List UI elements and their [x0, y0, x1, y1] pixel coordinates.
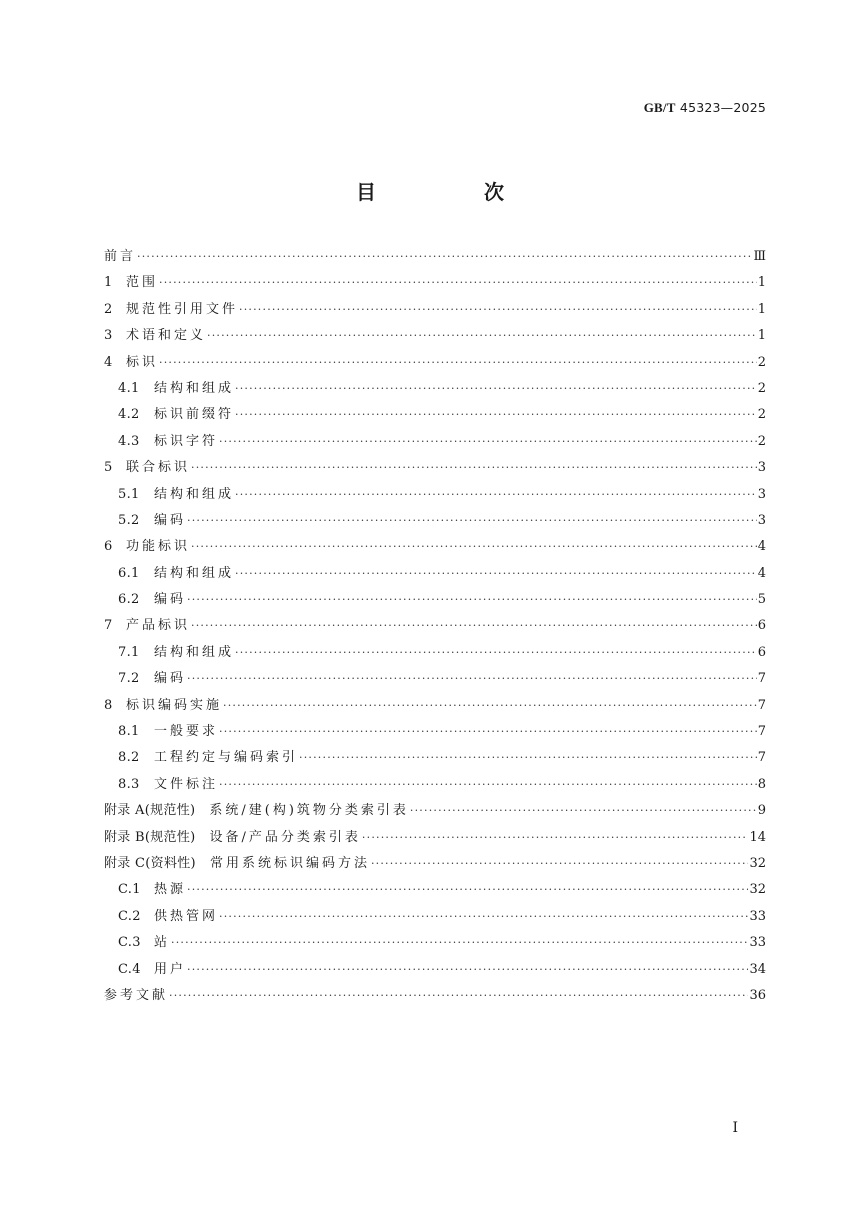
toc-entry-page: 6 [757, 644, 766, 660]
toc-entry[interactable] [104, 693, 766, 719]
toc-entry-title: 设备/产品分类索引表 [209, 829, 361, 845]
toc-entry-page: 32 [749, 882, 766, 898]
page-number: I [732, 1120, 738, 1136]
toc-leader-dots [191, 455, 757, 481]
toc-entry[interactable] [104, 402, 766, 428]
table-of-contents [104, 244, 766, 1009]
toc-entry-title: 标识字符 [154, 433, 219, 449]
toc-leader-dots [171, 930, 748, 956]
toc-entry[interactable] [104, 772, 766, 798]
toc-entry-number: 8.2 [118, 750, 140, 766]
toc-entry-number: 8.3 [118, 776, 140, 792]
toc-entry-page: 2 [757, 380, 766, 396]
toc-entry[interactable] [104, 983, 766, 1009]
toc-leader-dots [207, 323, 757, 349]
toc-entry-title: 编码 [154, 592, 187, 608]
toc-entry-page: 34 [749, 961, 766, 977]
toc-leader-dots [169, 983, 748, 1009]
toc-entry-title: 结构和组成 [154, 380, 235, 396]
toc-entry[interactable] [104, 877, 766, 903]
toc-entry-title: 功能标识 [126, 539, 191, 555]
toc-entry-number: 6.2 [118, 592, 140, 608]
toc-leader-dots [187, 587, 757, 613]
toc-entry-title: 结构和组成 [154, 565, 235, 581]
toc-leader-dots [191, 534, 757, 560]
toc-leader-dots [191, 613, 757, 639]
toc-entry[interactable] [104, 930, 766, 956]
toc-entry-number: 6 [104, 539, 113, 555]
toc-leader-dots [235, 561, 757, 587]
toc-entry-page: 3 [757, 486, 766, 502]
toc-entry[interactable] [104, 825, 766, 851]
toc-entry-page: 33 [749, 935, 766, 951]
toc-leader-dots [371, 851, 749, 877]
toc-entry-title: 标识编码实施 [126, 697, 223, 713]
toc-entry-title: 术语和定义 [126, 328, 207, 344]
toc-leader-dots [219, 904, 748, 930]
toc-leader-dots [362, 825, 749, 851]
toc-entry-number: 4.1 [118, 380, 140, 396]
toc-entry-number: 4.2 [118, 407, 140, 423]
toc-entry[interactable] [104, 719, 766, 745]
toc-entry-page: 36 [749, 987, 766, 1003]
toc-entry-page: 1 [757, 328, 766, 344]
toc-entry-number: 8 [104, 697, 113, 713]
toc-leader-dots [187, 877, 748, 903]
toc-entry[interactable] [104, 297, 766, 323]
toc-entry[interactable] [104, 957, 766, 983]
toc-entry[interactable] [104, 613, 766, 639]
toc-entry[interactable] [104, 534, 766, 560]
toc-entry[interactable] [104, 376, 766, 402]
toc-entry-page: Ⅲ [753, 249, 766, 264]
toc-entry-page: 4 [757, 565, 766, 581]
toc-entry[interactable] [104, 561, 766, 587]
toc-leader-dots [235, 482, 757, 508]
toc-entry-number: 3 [104, 328, 113, 344]
toc-entry-title: 范围 [126, 275, 159, 291]
toc-entry-page: 4 [757, 539, 766, 555]
toc-entry-number: 7.1 [118, 644, 140, 660]
toc-entry-title: 参考文献 [104, 987, 169, 1003]
standard-prefix: GB/T [643, 100, 676, 115]
toc-leader-dots [235, 402, 757, 428]
toc-entry-page: 7 [757, 724, 766, 740]
toc-entry-page: 6 [757, 618, 766, 634]
toc-entry[interactable] [104, 270, 766, 296]
toc-entry-title: 联合标识 [126, 460, 191, 476]
toc-entry-title: 系统/建(构)筑物分类索引表 [209, 803, 409, 819]
toc-entry-page: 2 [757, 407, 766, 423]
toc-entry-number: 4 [104, 354, 113, 370]
toc-entry[interactable] [104, 904, 766, 930]
toc-entry-page: 1 [757, 301, 766, 317]
toc-entry-title: 前言 [104, 249, 137, 264]
toc-entry[interactable] [104, 798, 766, 824]
toc-entry-title: 结构和组成 [154, 644, 235, 660]
page-title: 目 次 [356, 180, 548, 204]
toc-entry-title: 热源 [154, 882, 187, 898]
toc-leader-dots [159, 350, 757, 376]
toc-leader-dots [239, 297, 757, 323]
toc-entry-page: 8 [757, 776, 766, 792]
toc-entry-number: 4.3 [118, 433, 140, 449]
toc-entry-title: 编码 [154, 671, 187, 687]
toc-leader-dots [219, 429, 757, 455]
toc-entry-page: 2 [757, 433, 766, 449]
standard-code [644, 100, 766, 116]
toc-leader-dots [187, 957, 748, 983]
toc-entry-number: C.1 [118, 882, 141, 898]
toc-entry[interactable] [104, 350, 766, 376]
toc-entry-page: 7 [757, 750, 766, 766]
toc-leader-dots [187, 666, 757, 692]
toc-entry[interactable] [104, 587, 766, 613]
toc-entry[interactable] [104, 508, 766, 534]
toc-entry-number: 2 [104, 301, 113, 317]
toc-entry-page: 3 [757, 512, 766, 528]
toc-leader-dots [299, 745, 757, 771]
toc-entry-title: 常用系统标识编码方法 [209, 855, 370, 871]
toc-leader-dots [219, 772, 757, 798]
toc-entry-title: 规范性引用文件 [126, 301, 239, 317]
toc-entry[interactable] [104, 666, 766, 692]
toc-entry-title: 编码 [154, 512, 187, 528]
toc-leader-dots [187, 508, 757, 534]
toc-entry-page: 2 [757, 354, 766, 370]
toc-entry-number: 附录 A(规范性) [104, 803, 196, 819]
toc-entry-page: 9 [757, 803, 766, 819]
toc-entry-number: 5.1 [118, 486, 140, 502]
toc-entry-title: 用户 [154, 961, 187, 977]
toc-leader-dots [410, 798, 757, 824]
toc-entry-title: 工程约定与编码索引 [154, 750, 299, 766]
toc-entry-page: 33 [749, 908, 766, 924]
toc-leader-dots [159, 270, 757, 296]
toc-entry-number: 8.1 [118, 724, 140, 740]
toc-entry[interactable] [104, 323, 766, 349]
toc-entry[interactable] [104, 482, 766, 508]
toc-entry-number: 7 [104, 618, 113, 634]
toc-entry-page: 5 [757, 592, 766, 608]
toc-entry-title: 产品标识 [126, 618, 191, 634]
toc-entry-number: 1 [104, 275, 113, 291]
toc-entry-page: 1 [757, 275, 766, 291]
toc-entry-number: 5.2 [118, 512, 140, 528]
toc-leader-dots [223, 693, 757, 719]
toc-entry[interactable] [104, 429, 766, 455]
toc-entry-number: 附录 B(规范性) [104, 829, 196, 845]
toc-entry-title: 标识前缀符 [154, 407, 235, 423]
toc-entry[interactable] [104, 851, 766, 877]
toc-entry[interactable] [104, 745, 766, 771]
toc-entry-page: 14 [749, 829, 766, 845]
toc-entry-number: 附录 C(资料性) [104, 855, 196, 871]
toc-entry-page: 32 [749, 855, 766, 871]
toc-entry-title: 结构和组成 [154, 486, 235, 502]
toc-entry[interactable] [104, 244, 766, 270]
toc-entry-number: C.3 [118, 935, 141, 951]
standard-number: 45323—2025 [679, 100, 766, 115]
toc-entry-title: 标识 [126, 354, 159, 370]
toc-entry-title: 一般要求 [154, 724, 219, 740]
toc-entry-title: 文件标注 [154, 776, 219, 792]
toc-entry-page: 7 [757, 671, 766, 687]
toc-entry-title: 站 [154, 935, 171, 951]
toc-entry-number: C.2 [118, 908, 141, 924]
toc-entry-number: 7.2 [118, 671, 140, 687]
toc-entry-number: 5 [104, 460, 113, 476]
toc-leader-dots [219, 719, 757, 745]
toc-leader-dots [137, 244, 752, 270]
toc-leader-dots [235, 376, 757, 402]
toc-entry-title: 供热管网 [154, 908, 219, 924]
toc-entry[interactable] [104, 640, 766, 666]
toc-entry[interactable] [104, 455, 766, 481]
toc-entry-page: 7 [757, 697, 766, 713]
toc-entry-page: 3 [757, 460, 766, 476]
toc-leader-dots [235, 640, 757, 666]
toc-entry-number: 6.1 [118, 565, 140, 581]
toc-entry-number: C.4 [118, 961, 141, 977]
